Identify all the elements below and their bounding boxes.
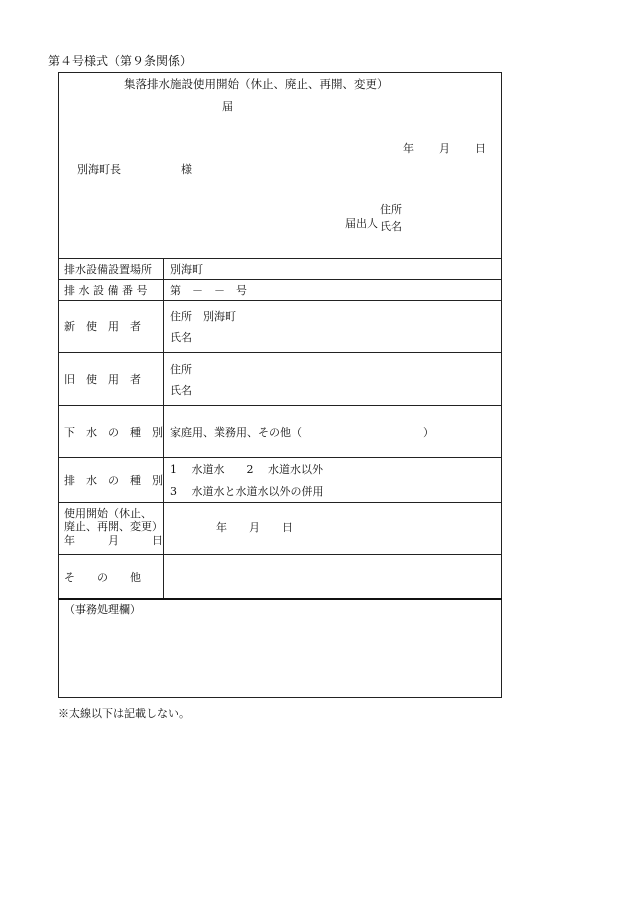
new-user-label: 新 使 用 者 <box>64 320 141 333</box>
start-date-label-line3: 年 月 日 <box>64 534 163 547</box>
old-user-address[interactable]: 住所 <box>170 363 192 376</box>
old-user-label: 旧 使 用 者 <box>64 373 141 386</box>
row-divider <box>58 279 502 280</box>
row-divider <box>58 352 502 353</box>
new-user-address[interactable]: 住所 別海町 <box>170 310 236 323</box>
sewage-type-label: 下 水 の 種 別 <box>64 426 163 439</box>
start-date-label-line1: 使用開始（休止、 <box>64 507 152 520</box>
office-use-label: （事務処理欄） <box>64 603 141 616</box>
drainage-type-option-3[interactable]: 3 水道水と水道水以外の併用 <box>170 485 324 498</box>
drainage-type-label: 排 水 の 種 別 <box>64 474 163 487</box>
equipment-number-value[interactable]: 第 － － 号 <box>170 284 247 297</box>
location-label: 排水設備設置場所 <box>64 263 152 276</box>
new-user-name[interactable]: 氏名 <box>170 331 192 344</box>
row-divider <box>58 258 502 259</box>
form-number: 第４号様式（第９条関係） <box>48 54 193 68</box>
row-divider <box>58 502 502 503</box>
footnote: ※太線以下は記載しない。 <box>58 707 190 720</box>
form-title-suffix: 届 <box>222 100 233 113</box>
location-value[interactable]: 別海町 <box>170 263 203 276</box>
equipment-number-label: 排 水 設 備 番 号 <box>64 284 148 297</box>
row-divider <box>58 457 502 458</box>
row-divider <box>58 405 502 406</box>
date-day-label: 日 <box>475 142 486 155</box>
notifier-name-label: 氏名 <box>380 220 402 233</box>
form-title: 集落排水施設使用開始（休止、廃止、再開、変更） <box>124 77 389 91</box>
column-divider <box>163 258 164 598</box>
addressee-name: 別海町長 <box>77 163 121 176</box>
old-user-name[interactable]: 氏名 <box>170 384 192 397</box>
sewage-type-value[interactable]: 家庭用、業務用、その他（ ） <box>170 426 434 439</box>
row-divider <box>58 554 502 555</box>
start-date-label-line2: 廃止、再開、変更） <box>64 520 163 533</box>
addressee-honorific: 様 <box>181 163 192 176</box>
drainage-type-option-1-2[interactable]: 1 水道水 2 水道水以外 <box>170 463 323 476</box>
date-year-label: 年 <box>403 142 414 155</box>
notifier-label: 届出人 <box>345 217 378 230</box>
other-label: そ の 他 <box>64 571 141 584</box>
notifier-address-label: 住所 <box>380 203 402 216</box>
start-date-value[interactable]: 年 月 日 <box>216 521 293 534</box>
thick-divider <box>58 598 502 600</box>
date-month-label: 月 <box>439 142 450 155</box>
row-divider <box>58 300 502 301</box>
